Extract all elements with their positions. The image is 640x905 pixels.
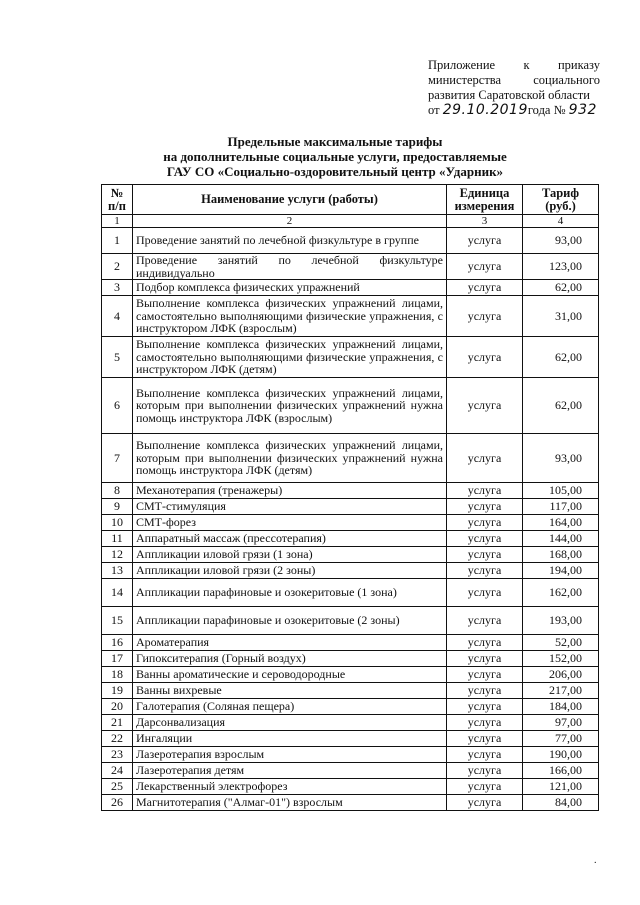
unit: услуга: [447, 699, 523, 715]
price: 105,00: [523, 483, 599, 499]
unit: услуга: [447, 499, 523, 515]
row-number: 11: [102, 531, 133, 547]
title-line-1: Предельные максимальные тарифы: [227, 134, 443, 149]
price: 77,00: [523, 731, 599, 747]
date-prefix: от: [428, 103, 440, 117]
row-number: 10: [102, 515, 133, 531]
header-price: Тариф (руб.): [523, 185, 599, 215]
table-row: [102, 731, 599, 747]
service-name: Ванны вихревые: [133, 683, 447, 699]
row-number: 17: [102, 651, 133, 667]
price: 184,00: [523, 699, 599, 715]
table-row: [102, 531, 599, 547]
price: 62,00: [523, 337, 599, 378]
appendix-line-1: [428, 58, 600, 73]
unit: услуга: [447, 547, 523, 563]
header-unit: Единица измерения: [447, 185, 523, 215]
price: 164,00: [523, 515, 599, 531]
column-index: 4: [523, 215, 599, 228]
row-number: 23: [102, 747, 133, 763]
unit: услуга: [447, 779, 523, 795]
price: 152,00: [523, 651, 599, 667]
appendix-header: [428, 58, 600, 118]
table-row: [102, 715, 599, 731]
price: 217,00: [523, 683, 599, 699]
unit: услуга: [447, 434, 523, 483]
service-name: Гипокситерапия (Горный воздух): [133, 651, 447, 667]
service-name: Подбор комплекса физических упражнений: [133, 280, 447, 296]
column-index-row: [102, 215, 599, 228]
table-row: [102, 683, 599, 699]
row-number: 25: [102, 779, 133, 795]
row-number: 14: [102, 579, 133, 607]
row-number: 18: [102, 667, 133, 683]
row-number: 5: [102, 337, 133, 378]
service-name: СМТ-стимуляция: [133, 499, 447, 515]
unit: услуга: [447, 683, 523, 699]
row-number: 24: [102, 763, 133, 779]
table-header-row: [102, 185, 599, 215]
service-name: Лазеротерапия детям: [133, 763, 447, 779]
header-name: Наименование услуги (работы): [133, 185, 447, 215]
table-row: [102, 228, 599, 254]
service-name: Ароматерапия: [133, 635, 447, 651]
service-name: Лазеротерапия взрослым: [133, 747, 447, 763]
table-row: [102, 547, 599, 563]
service-name: Выполнение комплекса физических упражнений лицами, которым при выполнении физических упражнений нужна помощь инструктора ЛФК (детям): [133, 434, 447, 483]
unit: услуга: [447, 795, 523, 811]
price: 193,00: [523, 607, 599, 635]
row-number: 13: [102, 563, 133, 579]
row-number: 7: [102, 434, 133, 483]
price: 166,00: [523, 763, 599, 779]
service-name: Магнитотерапия ("Алмаг-01") взрослым: [133, 795, 447, 811]
page-mark: .: [594, 855, 597, 866]
unit: услуга: [447, 378, 523, 434]
price: 168,00: [523, 547, 599, 563]
price: 194,00: [523, 563, 599, 579]
unit: услуга: [447, 515, 523, 531]
service-name: Выполнение комплекса физических упражнений лицами, самостоятельно выполняющими физические упражнения, с инструктором ЛФК (детям): [133, 337, 447, 378]
handwritten-order-number: 932: [568, 102, 597, 118]
document-title: [130, 134, 540, 179]
service-name: Дарсонвализация: [133, 715, 447, 731]
service-name: Ингаляции: [133, 731, 447, 747]
table-row: [102, 499, 599, 515]
unit: услуга: [447, 483, 523, 499]
unit: услуга: [447, 280, 523, 296]
price: 62,00: [523, 280, 599, 296]
table-row: [102, 651, 599, 667]
price: 206,00: [523, 667, 599, 683]
row-number: 12: [102, 547, 133, 563]
unit: услуга: [447, 254, 523, 280]
table-row: [102, 579, 599, 607]
table-row: [102, 280, 599, 296]
service-name: Аппликации иловой грязи (1 зона): [133, 547, 447, 563]
tariff-table: [101, 184, 599, 811]
unit: услуга: [447, 296, 523, 337]
row-number: 22: [102, 731, 133, 747]
appendix-word: приказу: [557, 58, 600, 72]
unit: услуга: [447, 731, 523, 747]
row-number: 6: [102, 378, 133, 434]
unit: услуга: [447, 715, 523, 731]
appendix-line-2: [428, 73, 600, 88]
price: 84,00: [523, 795, 599, 811]
table-row: [102, 378, 599, 434]
table-row: [102, 563, 599, 579]
header-num: № п/п: [102, 185, 133, 215]
row-number: 8: [102, 483, 133, 499]
column-index: 2: [133, 215, 447, 228]
column-index: 1: [102, 215, 133, 228]
price: 190,00: [523, 747, 599, 763]
table-row: [102, 779, 599, 795]
service-name: Проведение занятий по лечебной физкультуре индивидуально: [133, 254, 447, 280]
table-row: [102, 635, 599, 651]
price: 123,00: [523, 254, 599, 280]
appendix-word: министерства: [428, 73, 502, 87]
price: 121,00: [523, 779, 599, 795]
table-row: [102, 296, 599, 337]
unit: услуга: [447, 563, 523, 579]
table-row: [102, 254, 599, 280]
appendix-line-3: [428, 88, 600, 103]
unit: услуга: [447, 579, 523, 607]
unit: услуга: [447, 531, 523, 547]
service-name: Аппликации иловой грязи (2 зоны): [133, 563, 447, 579]
price: 144,00: [523, 531, 599, 547]
row-number: 16: [102, 635, 133, 651]
table-row: [102, 515, 599, 531]
row-number: 2: [102, 254, 133, 280]
row-number: 20: [102, 699, 133, 715]
table-row: [102, 763, 599, 779]
service-name: Аппаратный массаж (прессотерапия): [133, 531, 447, 547]
service-name: Механотерапия (тренажеры): [133, 483, 447, 499]
row-number: 26: [102, 795, 133, 811]
handwritten-date: 29.10.2019: [442, 102, 528, 118]
appendix-date-line: [428, 103, 600, 118]
appendix-word: социального: [533, 73, 600, 87]
unit: услуга: [447, 337, 523, 378]
table-row: [102, 434, 599, 483]
table-row: [102, 747, 599, 763]
year-word: года №: [527, 103, 566, 117]
service-name: Лекарственный электрофорез: [133, 779, 447, 795]
unit: услуга: [447, 747, 523, 763]
unit: услуга: [447, 667, 523, 683]
table-row: [102, 483, 599, 499]
service-name: Аппликации парафиновые и озокеритовые (1 зона): [133, 579, 447, 607]
row-number: 21: [102, 715, 133, 731]
appendix-word: Приложение: [428, 58, 496, 72]
unit: услуга: [447, 763, 523, 779]
service-name: Выполнение комплекса физических упражнений лицами, самостоятельно выполняющими физические упражнения, с инструктором ЛФК (взрослым): [133, 296, 447, 337]
price: 162,00: [523, 579, 599, 607]
row-number: 1: [102, 228, 133, 254]
unit: услуга: [447, 607, 523, 635]
row-number: 19: [102, 683, 133, 699]
table-row: [102, 667, 599, 683]
service-name: Галотерапия (Соляная пещера): [133, 699, 447, 715]
service-name: Аппликации парафиновые и озокеритовые (2 зоны): [133, 607, 447, 635]
row-number: 4: [102, 296, 133, 337]
unit: услуга: [447, 635, 523, 651]
price: 31,00: [523, 296, 599, 337]
appendix-region: развития Саратовской области: [428, 88, 590, 102]
price: 117,00: [523, 499, 599, 515]
appendix-word: к: [523, 58, 530, 72]
price: 93,00: [523, 228, 599, 254]
table-row: [102, 607, 599, 635]
price: 93,00: [523, 434, 599, 483]
unit: услуга: [447, 651, 523, 667]
service-name: Выполнение комплекса физических упражнений лицами, которым при выполнении физических упражнений нужна помощь инструктора ЛФК (взрослым): [133, 378, 447, 434]
table-row: [102, 337, 599, 378]
unit: услуга: [447, 228, 523, 254]
price: 52,00: [523, 635, 599, 651]
row-number: 3: [102, 280, 133, 296]
title-line-3: ГАУ СО «Социально-оздоровительный центр «Ударник»: [166, 164, 504, 179]
column-index: 3: [447, 215, 523, 228]
table-row: [102, 699, 599, 715]
price: 62,00: [523, 378, 599, 434]
service-name: СМТ-форез: [133, 515, 447, 531]
row-number: 15: [102, 607, 133, 635]
service-name: Ванны ароматические и сероводородные: [133, 667, 447, 683]
service-name: Проведение занятий по лечебной физкультуре в группе: [133, 228, 447, 254]
title-line-2: на дополнительные социальные услуги, предоставляемые: [163, 149, 507, 164]
price: 97,00: [523, 715, 599, 731]
table-row: [102, 795, 599, 811]
row-number: 9: [102, 499, 133, 515]
